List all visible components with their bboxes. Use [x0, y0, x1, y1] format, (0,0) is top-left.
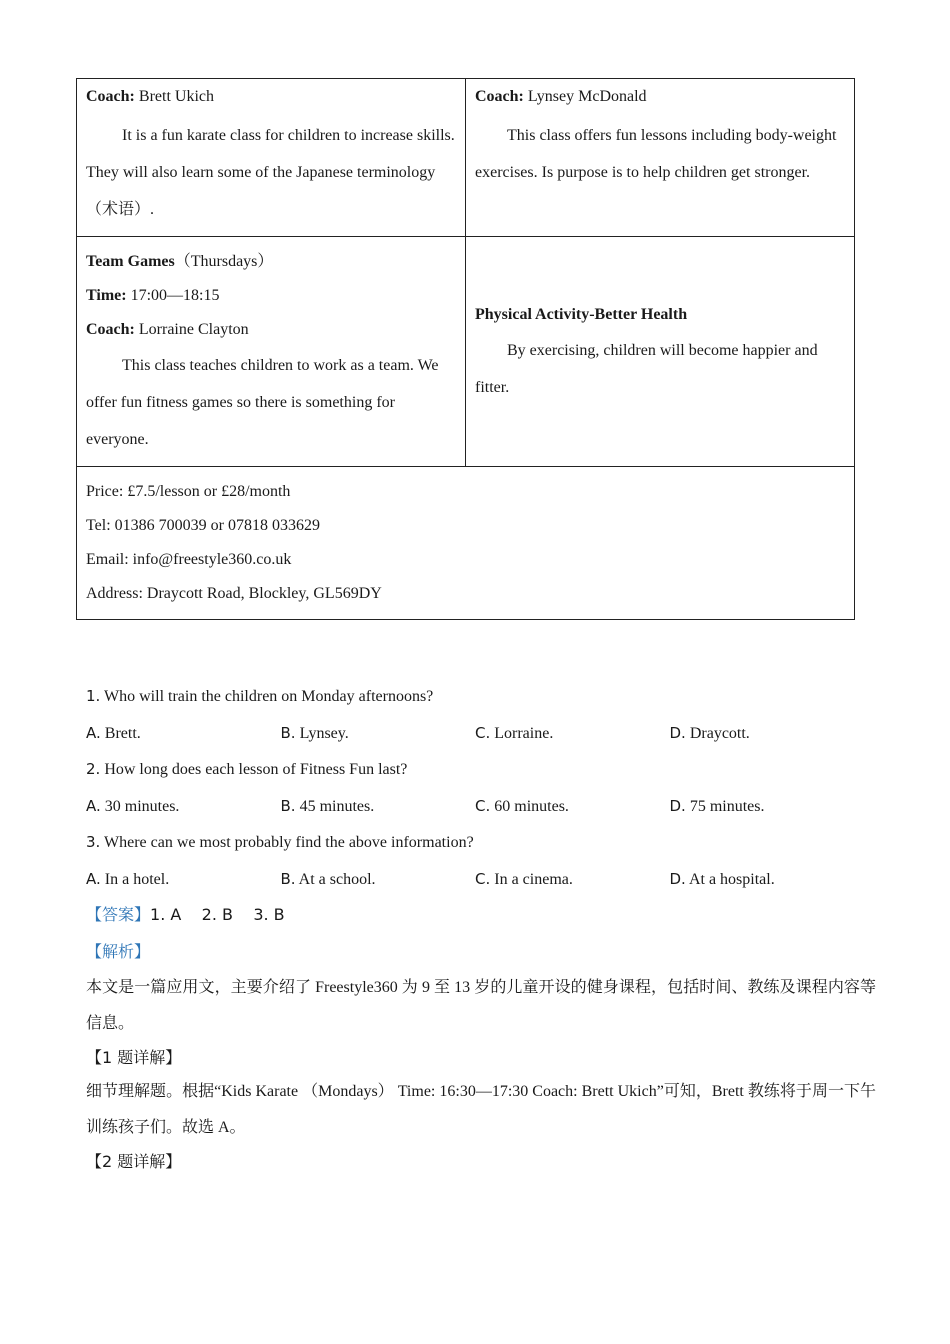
- q1-detail: 细节理解题。根据“Kids Karate （Mondays） Time: 16:30—17:30 Coach: Brett Ukich”可知，Brett 教练将于周一下午训练孩子们。故选 A。: [86, 1083, 876, 1136]
- answer-label: 【答案】: [86, 905, 151, 924]
- table-row: [77, 467, 855, 620]
- section-description: By exercising, children will become happier and fitter.: [475, 341, 818, 396]
- email-info: Email: info@freestyle360.co.uk: [86, 551, 292, 568]
- class-description: It is a fun karate class for children to increase skills. They will also learn some of the Japanese terminology（术语）.: [86, 127, 455, 218]
- class-info-table: [76, 78, 855, 620]
- questions-section: [86, 678, 876, 1178]
- coach-name: Brett Ukich: [134, 88, 214, 105]
- answer-line: [86, 897, 876, 934]
- option-c: C. In a cinema.: [475, 869, 573, 888]
- question-number: 1.: [86, 687, 101, 705]
- coach-label: Coach:: [86, 88, 135, 105]
- question-1-options: [86, 715, 876, 752]
- coach-name: Lynsey McDonald: [523, 88, 647, 105]
- option-d: D. At a hospital.: [669, 869, 775, 888]
- fitness-class-cell: [466, 79, 855, 237]
- question-text: How long does each lesson of Fitness Fun last?: [100, 761, 408, 778]
- option-d: D. Draycott.: [669, 723, 750, 742]
- health-info-cell: [466, 237, 855, 467]
- analysis-label: 【解析】: [86, 941, 151, 961]
- q2-detail-heading: 【2 题详解】: [86, 1152, 182, 1171]
- question-3-options: [86, 861, 876, 898]
- time-label: Time:: [86, 287, 127, 304]
- option-c: C. Lorraine.: [475, 723, 554, 742]
- coach-label: Coach:: [86, 321, 135, 338]
- question-2-options: [86, 788, 876, 825]
- class-description: This class offers fun lessons including body-weight exercises. Is purpose is to help children get stronger.: [475, 127, 837, 181]
- price-info: Price: £7.5/lesson or £28/month: [86, 483, 291, 500]
- table-row: [77, 79, 855, 237]
- option-c: C. 60 minutes.: [475, 796, 569, 815]
- phone-info: Tel: 01386 700039 or 07818 033629: [86, 517, 320, 534]
- question-2: [86, 751, 876, 788]
- table-row: [77, 237, 855, 467]
- analysis-heading: [86, 934, 876, 971]
- section-title: Physical Activity-Better Health: [475, 305, 688, 323]
- contact-info-cell: [77, 467, 855, 620]
- question-number: 3.: [86, 833, 101, 851]
- team-games-cell: [77, 237, 466, 467]
- option-d: D. 75 minutes.: [669, 796, 765, 815]
- option-b: B. At a school.: [280, 869, 376, 888]
- option-b: B. Lynsey.: [280, 723, 349, 742]
- address-info: Address: Draycott Road, Blockley, GL569DY: [86, 585, 382, 602]
- coach-name: Lorraine Clayton: [134, 321, 249, 338]
- option-a: A. In a hotel.: [86, 869, 170, 888]
- coach-label: Coach:: [475, 88, 524, 105]
- analysis-summary: 本文是一篇应用文，主要介绍了 Freestyle360 为 9 至 13 岁的儿童开设的健身课程，包括时间、教练及课程内容等信息。: [86, 979, 876, 1032]
- question-text: Where can we most probably find the above information?: [100, 834, 474, 851]
- option-b: B. 45 minutes.: [280, 796, 375, 815]
- time-value: 17:00—18:15: [126, 287, 220, 304]
- question-1: [86, 678, 876, 715]
- karate-class-cell: [77, 79, 466, 237]
- option-a: A. 30 minutes.: [86, 796, 180, 815]
- class-description: This class teaches children to work as a team. We offer fun fitness games so there is something for everyone.: [86, 357, 439, 448]
- class-day: （Thursdays）: [174, 253, 274, 270]
- answer-value: 1. A 2. B 3. B: [150, 905, 285, 924]
- q1-detail-heading: 【1 题详解】: [86, 1048, 182, 1067]
- question-number: 2.: [86, 760, 101, 778]
- question-3: [86, 824, 876, 861]
- question-text: Who will train the children on Monday afternoons?: [100, 688, 434, 705]
- option-a: A. Brett.: [86, 723, 141, 742]
- class-title: Team Games: [86, 253, 175, 270]
